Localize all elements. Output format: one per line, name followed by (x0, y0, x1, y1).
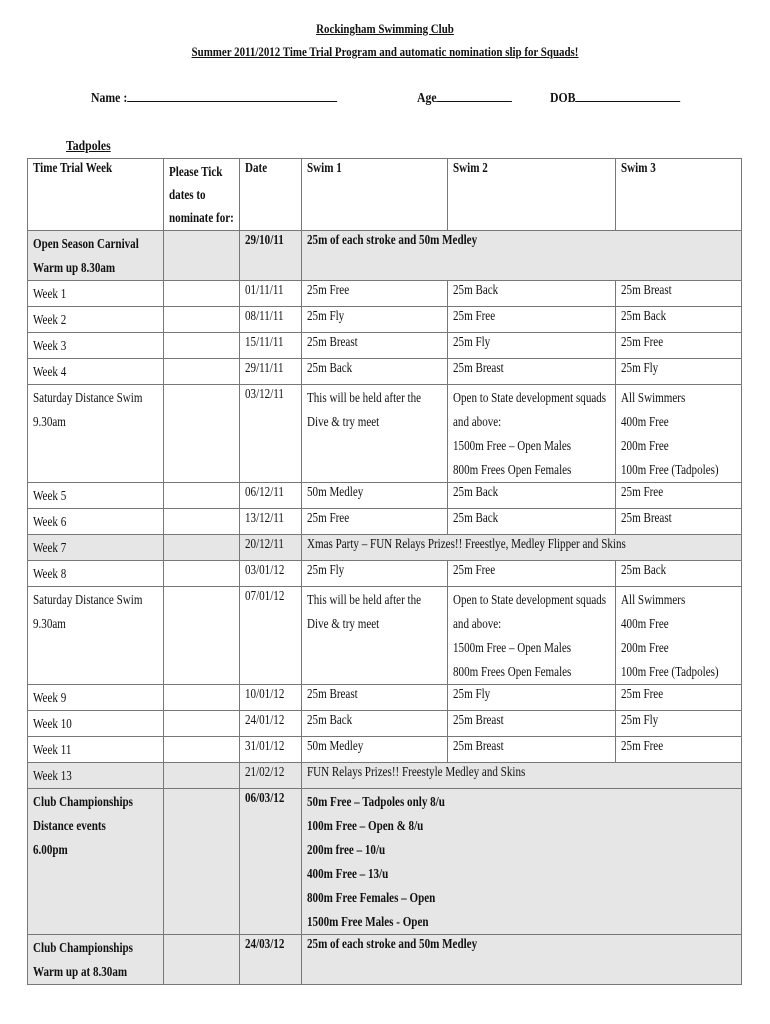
swim2-line: and above: (453, 414, 502, 429)
nominate-tick-cell[interactable] (164, 711, 240, 737)
week-label: Week 4 (33, 364, 67, 379)
nominate-tick-cell[interactable] (164, 509, 240, 535)
swim2-cell (448, 281, 616, 307)
date-value: 03/01/12 (245, 562, 285, 577)
swim3-cell (616, 711, 742, 737)
date-cell (240, 737, 302, 763)
table-row (28, 307, 742, 333)
week-cell (28, 483, 164, 509)
swim1-cell (302, 385, 448, 483)
table-row (28, 333, 742, 359)
swim3-cell (616, 509, 742, 535)
week-cell (28, 685, 164, 711)
swim1-value: This will be held after the Dive & try meet (307, 592, 422, 631)
week-cell (28, 281, 164, 307)
swim3-value: 25m Back (621, 562, 667, 577)
event-span-cell (302, 789, 742, 935)
swim3-value: 25m Free (621, 334, 664, 349)
column-header (616, 159, 742, 231)
swim2-value: 25m Fly (453, 686, 491, 701)
swim1-cell (302, 333, 448, 359)
swim2-cell (448, 561, 616, 587)
swim3-value: 25m Back (621, 308, 667, 323)
week-cell (28, 307, 164, 333)
swim1-cell (302, 281, 448, 307)
swim2-line: Open to State development squads (453, 390, 607, 405)
date-value: 29/11/11 (245, 360, 284, 375)
event-span-cell (302, 935, 742, 985)
swim1-value: 25m Breast (307, 334, 358, 349)
week-label: Saturday Distance Swim 9.30am (33, 592, 143, 631)
week-label: Week 5 (33, 488, 67, 503)
swim3-line: 100m Free (Tadpoles) (621, 664, 719, 679)
dob-label: DOB (550, 91, 576, 106)
table-row (28, 561, 742, 587)
swim2-line: Open to State development squads (453, 592, 607, 607)
table-row (28, 483, 742, 509)
nominate-tick-cell[interactable] (164, 385, 240, 483)
week-label: Distance events (33, 818, 106, 833)
week-cell (28, 789, 164, 935)
swim2-line: and above: (453, 616, 502, 631)
date-cell (240, 483, 302, 509)
swim1-cell (302, 737, 448, 763)
swim1-value: This will be held after the Dive & try meet (307, 390, 422, 429)
week-label: Week 3 (33, 338, 67, 353)
swim1-value: 50m Medley (307, 484, 364, 499)
swim3-cell (616, 281, 742, 307)
swim3-value: 25m Fly (621, 712, 659, 727)
date-cell (240, 385, 302, 483)
swim3-cell (616, 737, 742, 763)
date-value: 20/12/11 (245, 536, 284, 551)
week-label: Club Championships Warm up at 8.30am (33, 940, 133, 979)
event-line: 800m Free Females – Open (307, 890, 436, 905)
week-cell (28, 587, 164, 685)
week-cell (28, 359, 164, 385)
date-value: 03/12/11 (245, 386, 284, 401)
column-header (28, 159, 164, 231)
event-text: 25m of each stroke and 50m Medley (307, 232, 478, 247)
event-text: Xmas Party – FUN Relays Prizes!! Freestlye, Medley Flipper and Skins (307, 536, 626, 551)
week-label: Week 7 (33, 540, 67, 555)
swim2-cell (448, 509, 616, 535)
nominate-tick-cell[interactable] (164, 789, 240, 935)
nominate-tick-cell[interactable] (164, 359, 240, 385)
date-cell (240, 509, 302, 535)
swim3-cell (616, 359, 742, 385)
date-value: 24/03/12 (245, 936, 285, 951)
week-label: Week 1 (33, 286, 67, 301)
swim2-cell (448, 385, 616, 483)
event-span-cell (302, 535, 742, 561)
swim1-value: 25m Back (307, 712, 353, 727)
column-header (448, 159, 616, 231)
week-cell (28, 711, 164, 737)
swim3-cell (616, 483, 742, 509)
table-row (28, 685, 742, 711)
swim2-cell (448, 483, 616, 509)
date-cell (240, 333, 302, 359)
nominate-tick-cell[interactable] (164, 737, 240, 763)
date-value: 06/12/11 (245, 484, 284, 499)
swim2-value: 25m Breast (453, 738, 504, 753)
date-value: 06/03/12 (245, 790, 285, 805)
column-header (240, 159, 302, 231)
swim1-value: 25m Fly (307, 562, 345, 577)
table-row (28, 587, 742, 685)
swim3-value: 25m Free (621, 738, 664, 753)
document-title: Rockingham Swimming Club (316, 21, 454, 36)
week-cell (28, 935, 164, 985)
swim1-value: 25m Free (307, 510, 350, 525)
swim2-cell (448, 685, 616, 711)
swim2-value: 25m Fly (453, 334, 491, 349)
table-row (28, 711, 742, 737)
swim3-line: All Swimmers (621, 390, 686, 405)
week-cell (28, 737, 164, 763)
table-header-row (28, 159, 742, 231)
week-label: 6.00pm (33, 842, 68, 857)
date-value: 13/12/11 (245, 510, 284, 525)
age-field[interactable] (417, 90, 512, 107)
date-value: 10/01/12 (245, 686, 285, 701)
table-row (28, 935, 742, 985)
week-cell (28, 561, 164, 587)
week-label: Saturday Distance Swim 9.30am (33, 390, 143, 429)
swim1-value: 25m Fly (307, 308, 345, 323)
event-line: 100m Free – Open & 8/u (307, 818, 424, 833)
date-value: 01/11/11 (245, 282, 284, 297)
nominate-tick-cell[interactable] (164, 483, 240, 509)
swim3-line: All Swimmers (621, 592, 686, 607)
column-header-label: Date (245, 160, 268, 175)
table-row (28, 763, 742, 789)
date-cell (240, 359, 302, 385)
swim1-value: 25m Free (307, 282, 350, 297)
week-label: Week 11 (33, 742, 72, 757)
week-cell (28, 535, 164, 561)
table-row (28, 789, 742, 935)
swim2-line: 1500m Free – Open Males (453, 640, 572, 655)
document-subtitle: Summer 2011/2012 Time Trial Program and automatic nomination slip for Squads! (191, 44, 579, 59)
swim3-cell (616, 561, 742, 587)
table-row (28, 281, 742, 307)
table-row (28, 231, 742, 281)
name-field[interactable] (91, 90, 337, 107)
column-header-label: Time Trial Week (33, 160, 113, 175)
swim1-cell (302, 587, 448, 685)
column-header-label: Swim 2 (453, 160, 488, 175)
week-label: Week 6 (33, 514, 67, 529)
swim3-cell (616, 307, 742, 333)
swim3-cell (616, 333, 742, 359)
week-label: Open Season Carnival Warm up 8.30am (33, 236, 139, 275)
swim2-value: 25m Back (453, 510, 499, 525)
section-label: Tadpoles (66, 139, 111, 154)
event-line: 50m Free – Tadpoles only 8/u (307, 794, 445, 809)
nominate-tick-cell[interactable] (164, 333, 240, 359)
week-cell (28, 231, 164, 281)
column-header-label: Swim 1 (307, 160, 342, 175)
column-header (164, 159, 240, 231)
table-row (28, 385, 742, 483)
swim3-value: 25m Free (621, 484, 664, 499)
date-cell (240, 231, 302, 281)
age-label: Age (417, 91, 437, 106)
date-cell (240, 561, 302, 587)
column-header (302, 159, 448, 231)
week-label: Club Championships (33, 794, 133, 809)
swim1-value: 25m Breast (307, 686, 358, 701)
swim1-cell (302, 561, 448, 587)
swim2-line: 800m Frees Open Females (453, 462, 572, 477)
event-text: FUN Relays Prizes!! Freestyle Medley and Skins (307, 764, 526, 779)
swim2-value: 25m Back (453, 484, 499, 499)
week-cell (28, 509, 164, 535)
nominate-tick-cell[interactable] (164, 535, 240, 561)
date-cell (240, 711, 302, 737)
swim3-line: 400m Free (621, 616, 669, 631)
swim2-cell (448, 359, 616, 385)
name-label: Name : (91, 91, 128, 106)
date-value: 24/01/12 (245, 712, 285, 727)
date-cell (240, 789, 302, 935)
date-cell (240, 763, 302, 789)
event-span-cell (302, 763, 742, 789)
date-cell (240, 935, 302, 985)
swim3-cell (616, 685, 742, 711)
column-header-label: Swim 3 (621, 160, 656, 175)
dob-line[interactable] (575, 90, 680, 102)
week-label: Week 10 (33, 716, 72, 731)
week-label: Week 8 (33, 566, 67, 581)
swim3-line: 400m Free (621, 414, 669, 429)
column-header-label: Please Tick dates to nominate for: (169, 164, 234, 225)
date-cell (240, 587, 302, 685)
swim1-cell (302, 509, 448, 535)
nominate-tick-cell[interactable] (164, 281, 240, 307)
swim3-cell (616, 385, 742, 483)
swim2-value: 25m Free (453, 562, 496, 577)
nominate-tick-cell[interactable] (164, 561, 240, 587)
swim2-value: 25m Free (453, 308, 496, 323)
swim1-value: 50m Medley (307, 738, 364, 753)
name-line[interactable] (127, 90, 337, 102)
nominate-tick-cell[interactable] (164, 685, 240, 711)
date-cell (240, 535, 302, 561)
swim2-value: 25m Breast (453, 360, 504, 375)
nominate-tick-cell[interactable] (164, 231, 240, 281)
swim2-line: 1500m Free – Open Males (453, 438, 572, 453)
week-label: Week 2 (33, 312, 67, 327)
swim1-cell (302, 685, 448, 711)
table-row (28, 359, 742, 385)
swim1-cell (302, 359, 448, 385)
swim3-line: 200m Free (621, 438, 669, 453)
swim1-cell (302, 483, 448, 509)
swim2-cell (448, 333, 616, 359)
time-trial-table (27, 158, 742, 985)
swim3-line: 200m Free (621, 640, 669, 655)
swim1-cell (302, 307, 448, 333)
week-cell (28, 333, 164, 359)
swim2-cell (448, 737, 616, 763)
swim2-value: 25m Back (453, 282, 499, 297)
date-cell (240, 685, 302, 711)
swim3-line: 100m Free (Tadpoles) (621, 462, 719, 477)
event-line: 200m free – 10/u (307, 842, 386, 857)
table-row (28, 737, 742, 763)
table-row (28, 535, 742, 561)
table-row (28, 509, 742, 535)
swim3-value: 25m Breast (621, 282, 672, 297)
event-span-cell (302, 231, 742, 281)
date-cell (240, 307, 302, 333)
week-label: Week 13 (33, 768, 72, 783)
swim1-value: 25m Back (307, 360, 353, 375)
nominate-tick-cell[interactable] (164, 587, 240, 685)
week-label: Week 9 (33, 690, 67, 705)
swim2-cell (448, 587, 616, 685)
date-value: 21/02/12 (245, 764, 285, 779)
week-cell (28, 385, 164, 483)
dob-field[interactable] (550, 90, 680, 107)
date-value: 31/01/12 (245, 738, 285, 753)
date-value: 15/11/11 (245, 334, 284, 349)
event-line: 400m Free – 13/u (307, 866, 389, 881)
swim3-cell (616, 587, 742, 685)
swim1-cell (302, 711, 448, 737)
event-line: 1500m Free Males - Open (307, 914, 429, 929)
swim2-cell (448, 711, 616, 737)
date-value: 08/11/11 (245, 308, 284, 323)
event-text: 25m of each stroke and 50m Medley (307, 936, 478, 951)
nominate-tick-cell[interactable] (164, 307, 240, 333)
swim3-value: 25m Free (621, 686, 664, 701)
swim2-cell (448, 307, 616, 333)
nominate-tick-cell[interactable] (164, 935, 240, 985)
date-cell (240, 281, 302, 307)
swim2-value: 25m Breast (453, 712, 504, 727)
nominate-tick-cell[interactable] (164, 763, 240, 789)
date-value: 07/01/12 (245, 588, 285, 603)
date-value: 29/10/11 (245, 232, 284, 247)
swim2-line: 800m Frees Open Females (453, 664, 572, 679)
age-line[interactable] (437, 90, 513, 102)
swim3-value: 25m Breast (621, 510, 672, 525)
week-cell (28, 763, 164, 789)
swim3-value: 25m Fly (621, 360, 659, 375)
